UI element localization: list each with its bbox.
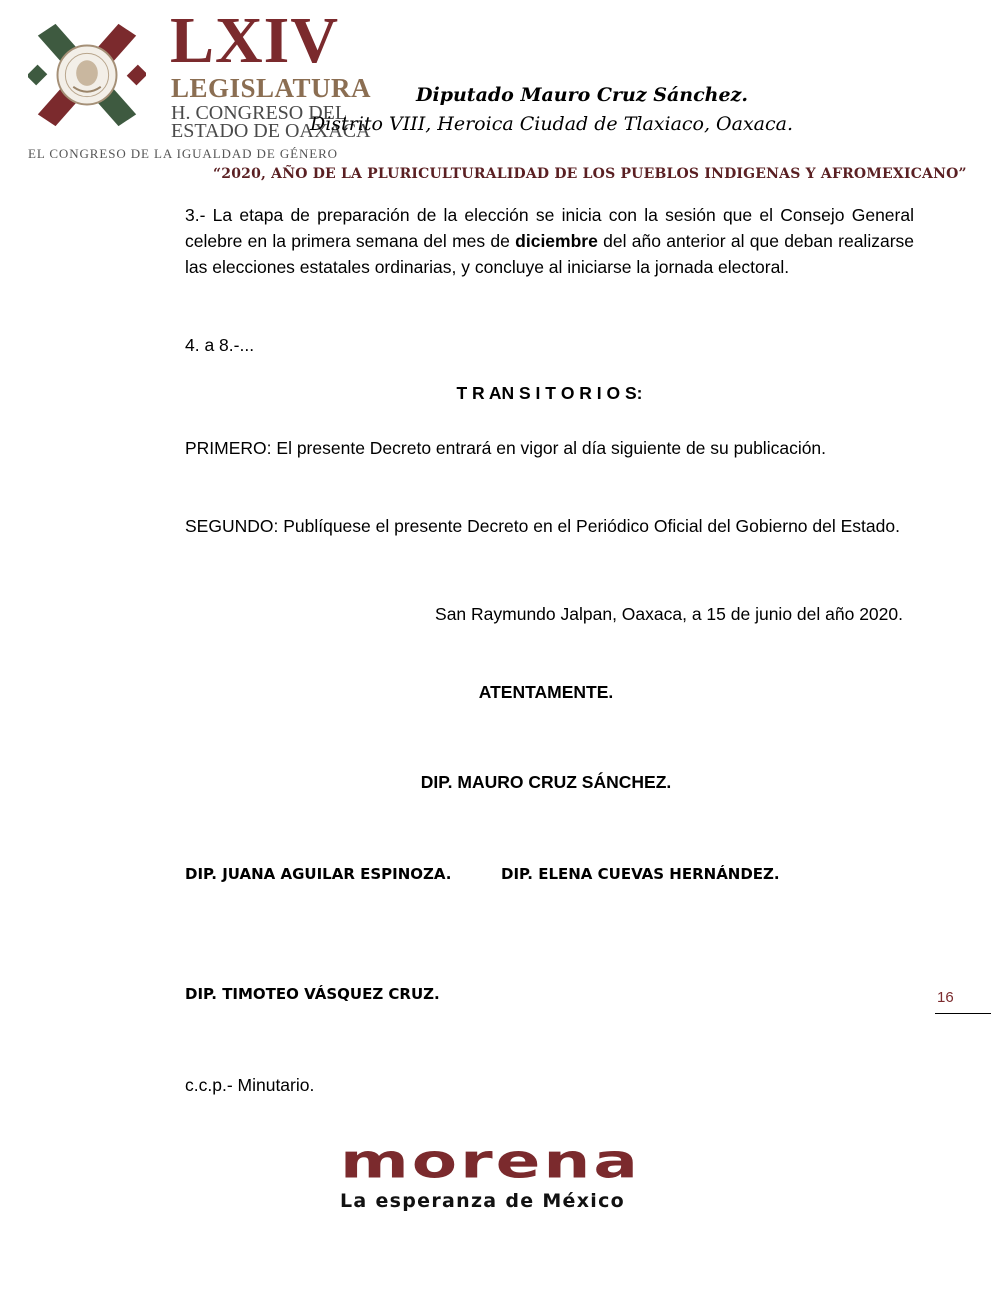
signer-timoteo-vasquez: DIP. TIMOTEO VÁSQUEZ CRUZ. [185, 985, 440, 1003]
deputy-name-header: Diputado Mauro Cruz Sánchez. [416, 84, 748, 106]
congress-name-line1: H. CONGRESO DEL [171, 102, 348, 124]
page-number-underline [935, 1013, 991, 1014]
transitorios-title: T R AN S I T O R I O S: [456, 383, 643, 403]
congress-x-emblem-icon [28, 16, 146, 134]
paragraph-3-text-after: del año anterior al que deban realizarse las elecciones estatales ordinarias, y concluye al iniciarse la jornada electoral. [185, 231, 915, 277]
deputy-district-header: Distrito VIII, Heroica Ciudad de Tlaxiaco, Oaxaca. [310, 113, 794, 135]
place-date: San Raymundo Jalpan, Oaxaca, a 15 de junio del año 2020. [435, 604, 903, 624]
year-motto: “2020, AÑO DE LA PLURICULTURALIDAD DE LOS PUEBLOS INDIGENAS Y AFROMEXICANO” [213, 166, 967, 182]
congress-name-line2: ESTADO DE OAXACA [171, 120, 371, 142]
signer-elena-cuevas: DIP. ELENA CUEVAS HERNÁNDEZ. [501, 865, 780, 883]
morena-logo-wordmark: morena [340, 1133, 641, 1190]
page-number: 16 [937, 989, 954, 1006]
paragraph-3 [185, 202, 914, 280]
paragraph-3-bold-word: diciembre [515, 231, 598, 251]
transitorio-primero: PRIMERO: El presente Decreto entrará en vigor al día siguiente de su publicación. [185, 438, 827, 458]
closing-atentamente: ATENTAMENTE. [478, 682, 614, 702]
signer-juana-aguilar: DIP. JUANA AGUILAR ESPINOZA. [185, 865, 452, 883]
legislature-number: LXIV [170, 4, 340, 77]
morena-logo-tagline: La esperanza de México [340, 1190, 626, 1212]
paragraph-4-8: 4. a 8.-... [185, 335, 255, 355]
paragraph-3-text-before: 3.- La etapa de preparación de la elección se inicia con la sesión que el Consejo General celebre en la primera semana del mes de [185, 205, 914, 251]
ccp-note: c.c.p.- Minutario. [185, 1075, 315, 1095]
transitorio-segundo: SEGUNDO: Publíquese el presente Decreto en el Periódico Oficial del Gobierno del Estado. [185, 516, 900, 536]
congress-motto: EL CONGRESO DE LA IGUALDAD DE GÉNERO [28, 146, 338, 161]
main-signer: DIP. MAURO CRUZ SÁNCHEZ. [420, 772, 672, 792]
legislature-word: LEGISLATURA [171, 73, 372, 103]
